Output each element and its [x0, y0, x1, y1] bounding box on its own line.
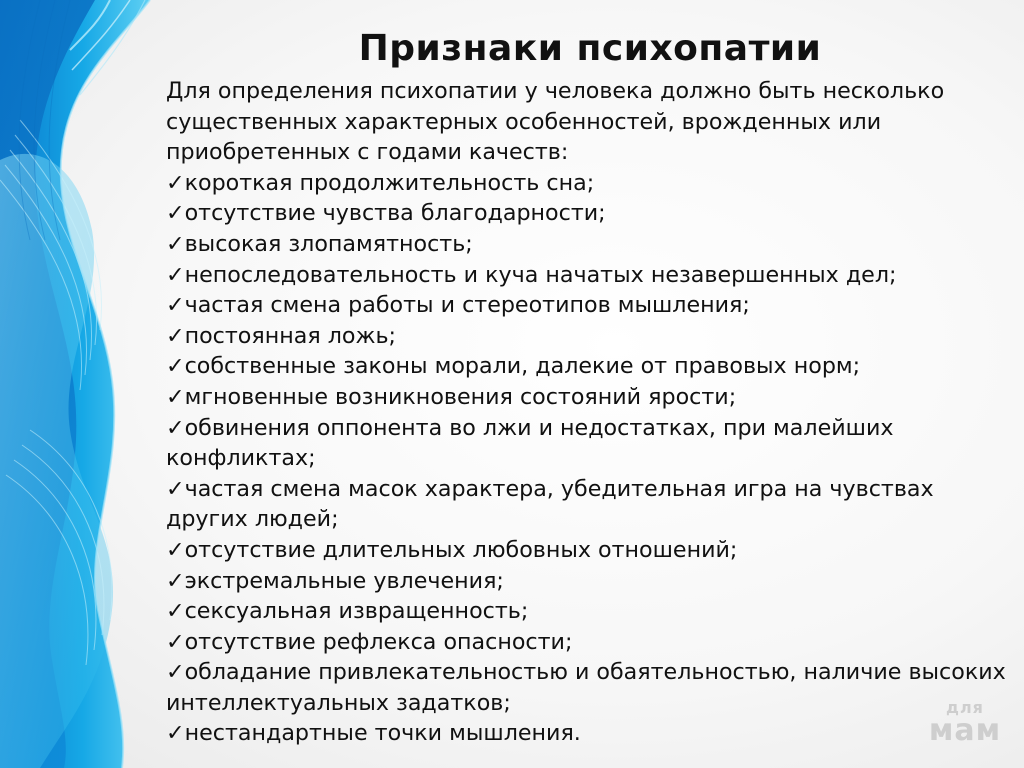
list-item: [166, 260, 1016, 291]
list-item: [166, 596, 1016, 627]
list-item: [166, 229, 1016, 260]
checkmark-icon: ✓: [166, 322, 185, 349]
list-item-text: частая смена масок характера, убедительная игра на чувствах других людей;: [166, 475, 934, 533]
checkmark-icon: ✓: [166, 475, 185, 502]
list-item-text: обвинения оппонента во лжи и недостатках, при малейших конфликтах;: [166, 414, 894, 472]
list-item: [166, 351, 1016, 382]
list-item: [166, 535, 1016, 566]
checkmark-icon: ✓: [166, 567, 185, 594]
list-item: [166, 290, 1016, 321]
checkmark-icon: ✓: [166, 659, 185, 686]
slide-body: [166, 76, 1016, 749]
list-item-text: сексуальная извращенность;: [184, 598, 529, 625]
list-item-text: мгновенные возникновения состояний ярости;: [184, 383, 737, 410]
list-item-text: короткая продолжительность сна;: [184, 169, 595, 196]
list-item: [166, 321, 1016, 352]
signs-list: [166, 168, 1016, 749]
slide-title: Признаки психопатии: [358, 28, 822, 69]
watermark-bottom-text: мам: [928, 713, 1002, 748]
intro-paragraph: Для определения психопатии у человека должно быть несколько существенных характерных особенностей, врожденных или приобретенных с годами качеств:: [166, 78, 945, 166]
checkmark-icon: ✓: [166, 200, 185, 227]
checkmark-icon: ✓: [166, 598, 185, 625]
checkmark-icon: ✓: [166, 292, 185, 319]
list-item: [166, 474, 1016, 535]
checkmark-icon: ✓: [166, 628, 185, 655]
checkmark-icon: ✓: [166, 230, 185, 257]
checkmark-icon: ✓: [166, 383, 185, 410]
list-item-text: непоследовательность и куча начатых незавершенных дел;: [184, 261, 897, 288]
watermark-logo: [920, 700, 1010, 746]
list-item: [166, 168, 1016, 199]
list-item-text: отсутствие рефлекса опасности;: [184, 628, 573, 655]
checkmark-icon: ✓: [166, 414, 185, 441]
list-item: [166, 413, 1016, 474]
list-item-text: высокая злопамятность;: [184, 230, 473, 257]
list-item-text: нестандартные точки мышления.: [184, 720, 581, 747]
checkmark-icon: ✓: [166, 353, 185, 380]
list-item: [166, 627, 1016, 658]
list-item-text: обладание привлекательностью и обаятельностью, наличие высоких интеллектуальных задатков;: [166, 659, 1006, 716]
list-item-text: экстремальные увлечения;: [184, 567, 504, 594]
list-item-text: отсутствие длительных любовных отношений;: [184, 536, 738, 563]
list-item-text: частая смена работы и стереотипов мышления;: [184, 292, 750, 319]
list-item: [166, 382, 1016, 413]
list-item: [166, 198, 1016, 229]
list-item-text: отсутствие чувства благодарности;: [184, 200, 606, 227]
list-item: [166, 713, 1016, 749]
list-item-text: постоянная ложь;: [184, 322, 397, 349]
checkmark-icon: ✓: [166, 169, 185, 196]
list-item: [166, 657, 1016, 718]
checkmark-icon: ✓: [166, 536, 185, 563]
checkmark-icon: ✓: [166, 261, 185, 288]
watermark-top-text: для: [946, 698, 984, 717]
checkmark-icon: ✓: [166, 720, 185, 747]
list-item: [166, 566, 1016, 597]
list-item-text: собственные законы морали, далекие от правовых норм;: [184, 353, 861, 380]
